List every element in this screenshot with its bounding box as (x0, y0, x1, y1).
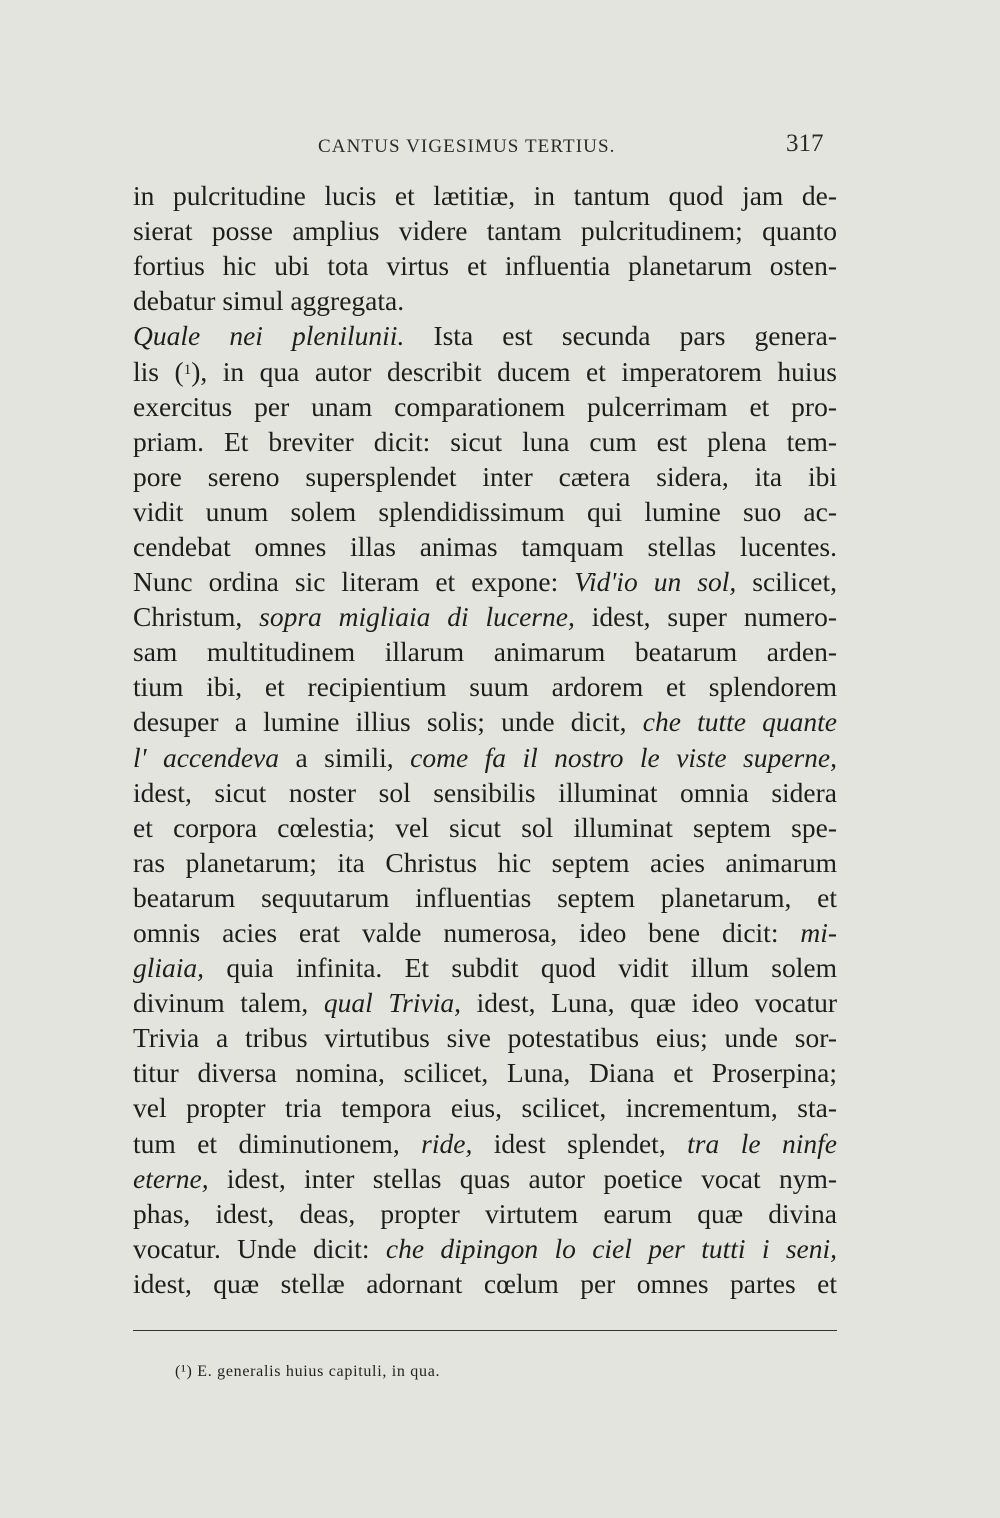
text-segment: pore sereno supersplendet inter cætera sidera, ita ibi (133, 460, 837, 492)
text-line (133, 1196, 837, 1231)
text-segment: beatarum sequutarum influentias septem planetarum, et (133, 881, 837, 913)
text-segment: idest, super numero- (574, 601, 838, 633)
text-line (133, 1090, 837, 1125)
text-segment: vel propter tria tempora eius, scilicet, incrementum, sta- (133, 1092, 837, 1124)
text-line (133, 248, 837, 283)
text-line (133, 353, 837, 388)
text-segment: idest splendet, (472, 1127, 688, 1159)
text-segment: Ista est secunda pars genera- (404, 320, 837, 352)
text-segment: omnis acies erat valde numerosa, ideo bene dicit: (133, 916, 801, 948)
italic-quotation: ride, (421, 1127, 473, 1159)
text-line (133, 1266, 837, 1301)
italic-quotation: gliaia, (133, 952, 205, 984)
text-line (133, 213, 837, 248)
italic-quotation: come fa il nostro le viste superne, (410, 741, 837, 773)
text-segment: priam. Et breviter dicit: sicut luna cum est plena tem- (133, 425, 837, 457)
text-line (133, 389, 837, 424)
text-segment: et corpora cœlestia; vel sicut sol illuminat septem spe- (133, 811, 837, 843)
page-number: 317 (786, 130, 824, 157)
text-segment: cendebat omnes illas animas tamquam stellas lucentes. (133, 530, 837, 562)
text-line (133, 740, 837, 775)
text-segment: desuper a lumine illius solis; unde dicit, (133, 706, 643, 738)
italic-quotation: qual Trivia, (323, 987, 462, 1019)
text-segment: sierat posse amplius videre tantam pulcritudinem; quanto (133, 215, 837, 247)
text-segment: ras planetarum; ita Christus hic septem acies animarum (133, 846, 837, 878)
text-line (133, 669, 837, 704)
footnote-reference: 1 (183, 362, 192, 379)
footnote (175, 1363, 440, 1381)
text-segment: ), in qua autor describit ducem et imperatorem huius (191, 356, 838, 388)
text-segment: vocatur. Unde dicit: (133, 1232, 386, 1264)
text-line (133, 1231, 837, 1266)
text-line (133, 845, 837, 880)
text-segment: divinum talem, (133, 987, 324, 1019)
text-segment: fortius hic ubi tota virtus et influentia planetarum osten- (133, 250, 837, 282)
text-segment: scilicet, (736, 566, 837, 598)
text-line (133, 564, 837, 599)
text-segment: tum et diminutionem, (133, 1127, 422, 1159)
text-line (133, 704, 837, 739)
text-segment: idest, inter stellas quas autor poetice vocat nym- (208, 1162, 837, 1194)
running-head (0, 130, 1000, 164)
italic-quotation: mi- (800, 916, 837, 948)
text-segment: Christum, (133, 601, 260, 633)
text-line (133, 283, 837, 318)
text-line (133, 775, 837, 810)
text-segment: in pulcritudine lucis et lætitiæ, in tantum quod jam de- (133, 180, 837, 211)
text-segment: phas, idest, deas, propter virtutem earum quæ divina (133, 1197, 837, 1229)
text-line (133, 634, 837, 669)
text-line (133, 494, 837, 529)
italic-quotation: Quale nei plenilunii. (133, 320, 405, 352)
text-line (133, 1161, 837, 1196)
italic-quotation: che tutte quante (642, 706, 837, 738)
text-segment: quia infinita. Et subdit quod vidit illum solem (204, 952, 837, 984)
text-segment: exercitus per unam comparationem pulcerrimam et pro- (133, 390, 837, 422)
text-line (133, 1055, 837, 1090)
text-line (133, 424, 837, 459)
text-segment: lis ( (133, 356, 184, 388)
italic-quotation: sopra migliaia di lucerne, (259, 601, 575, 633)
text-line (133, 985, 837, 1020)
text-segment: debatur simul aggregata. (133, 285, 405, 317)
text-segment: idest, sicut noster sol sensibilis illuminat omnia sidera (133, 776, 837, 808)
italic-quotation: eterne, (133, 1162, 209, 1194)
text-segment: sam multitudinem illarum animarum beatarum arden- (133, 636, 837, 668)
text-line (133, 599, 837, 634)
text-segment: vidit unum solem splendidissimum qui lumine suo ac- (133, 495, 837, 527)
running-title: CANTUS VIGESIMUS TERTIUS. (318, 136, 616, 157)
body-text (133, 178, 837, 1301)
italic-quotation: tra le ninfe (687, 1127, 837, 1159)
footnote-marker: (¹) (175, 1363, 193, 1380)
text-segment: idest, Luna, quæ ideo vocatur (461, 987, 838, 1019)
footnote-rule (133, 1330, 837, 1331)
text-line (133, 459, 837, 494)
text-line (133, 1126, 837, 1161)
text-line (133, 318, 837, 353)
text-line (133, 529, 837, 564)
italic-quotation: l' accendeva (133, 741, 280, 773)
text-line (133, 915, 837, 950)
footnote-text: E. generalis huius capituli, in qua. (197, 1363, 441, 1380)
text-segment: tium ibi, et recipientium suum ardorem et splendorem (133, 671, 837, 703)
text-segment: Trivia a tribus virtutibus sive potestatibus eius; unde sor- (133, 1022, 837, 1054)
text-line (133, 1020, 837, 1055)
text-segment: idest, quæ stellæ adornant cœlum per omnes partes et (133, 1267, 837, 1299)
text-line (133, 178, 837, 213)
text-segment: a simili, (279, 741, 411, 773)
text-line (133, 810, 837, 845)
text-line (133, 880, 837, 915)
text-segment: titur diversa nomina, scilicet, Luna, Diana et Proserpina; (133, 1057, 837, 1089)
text-segment: Nunc ordina sic literam et expone: (133, 566, 575, 598)
italic-quotation: che dipingon lo ciel per tutti i seni, (385, 1232, 837, 1264)
text-line (133, 950, 837, 985)
italic-quotation: Vid'io un sol, (574, 566, 737, 598)
